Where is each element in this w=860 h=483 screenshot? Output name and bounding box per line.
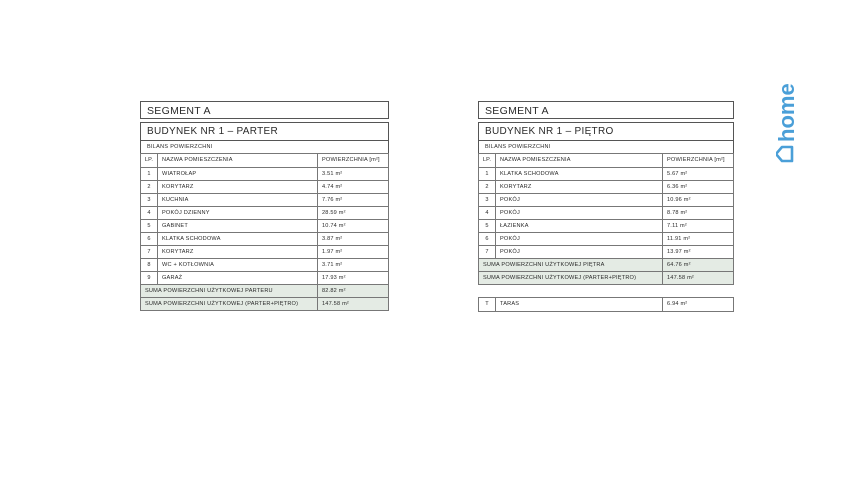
table-row — [479, 233, 734, 246]
building-title: BUDYNEK NR 1 – PARTER — [140, 122, 389, 140]
sum-row — [141, 285, 389, 298]
row-area: 17.93 m² — [318, 272, 389, 285]
logo-text: home — [776, 83, 799, 142]
row-lp: 4 — [141, 207, 158, 220]
sum-area: 64.76 m² — [663, 259, 734, 272]
header-area: POWIERZCHNIA [m²] — [318, 154, 389, 168]
terrace-row — [479, 298, 734, 312]
row-name: ŁAZIENKA — [496, 220, 663, 233]
table-body — [479, 168, 734, 259]
ground-floor-sheet — [140, 101, 389, 311]
sum-area: 82.82 m² — [318, 285, 389, 298]
table-row — [479, 246, 734, 259]
row-area: 7.76 m² — [318, 194, 389, 207]
sum-row — [141, 298, 389, 311]
terrace-table — [478, 297, 734, 312]
row-area: 6.36 m² — [663, 181, 734, 194]
row-lp: 9 — [141, 272, 158, 285]
bilans-label: BILANS POWIERZCHNI — [140, 140, 389, 153]
row-lp: 7 — [479, 246, 496, 259]
row-area: 1.97 m² — [318, 246, 389, 259]
row-name: GABINET — [158, 220, 318, 233]
row-lp: 6 — [479, 233, 496, 246]
header-area: POWIERZCHNIA [m²] — [663, 154, 734, 168]
row-area: 7.11 m² — [663, 220, 734, 233]
table-row — [141, 233, 389, 246]
home-logo — [776, 74, 800, 174]
header-lp: LP. — [141, 154, 158, 168]
row-name: POKÓJ DZIENNY — [158, 207, 318, 220]
row-area: 13.97 m² — [663, 246, 734, 259]
table-header — [141, 154, 389, 168]
sum-label: SUMA POWIERZCHNI UŻYTKOWEJ PARTERU — [141, 285, 318, 298]
row-lp: 5 — [141, 220, 158, 233]
row-lp: 3 — [479, 194, 496, 207]
terrace-area: 6.94 m² — [663, 298, 734, 312]
header-lp: LP. — [479, 154, 496, 168]
row-name: WIATROŁAP — [158, 168, 318, 181]
row-name: WC + KOTŁOWNIA — [158, 259, 318, 272]
segment-title: SEGMENT A — [478, 101, 734, 119]
table-row — [141, 207, 389, 220]
house-icon — [776, 74, 800, 174]
sum-area: 147.58 m² — [318, 298, 389, 311]
row-area: 10.96 m² — [663, 194, 734, 207]
row-name: POKÓJ — [496, 194, 663, 207]
table-row — [141, 220, 389, 233]
area-table — [140, 153, 389, 311]
row-area: 3.51 m² — [318, 168, 389, 181]
row-lp: 2 — [479, 181, 496, 194]
row-area: 3.87 m² — [318, 233, 389, 246]
row-lp: 5 — [479, 220, 496, 233]
row-area: 3.71 m² — [318, 259, 389, 272]
segment-title: SEGMENT A — [140, 101, 389, 119]
table-row — [479, 220, 734, 233]
table-row — [479, 207, 734, 220]
row-lp: 2 — [141, 181, 158, 194]
table-row — [479, 168, 734, 181]
terrace-name: TARAS — [496, 298, 663, 312]
sum-label: SUMA POWIERZCHNI UŻYTKOWEJ (PARTER+PIĘTRO) — [479, 272, 663, 285]
row-area: 4.74 m² — [318, 181, 389, 194]
table-row — [141, 194, 389, 207]
bilans-label: BILANS POWIERZCHNI — [478, 140, 734, 153]
building-title: BUDYNEK NR 1 – PIĘTRO — [478, 122, 734, 140]
row-name: GARAŻ — [158, 272, 318, 285]
table-row — [141, 246, 389, 259]
terrace-lp: T — [479, 298, 496, 312]
table-row — [141, 181, 389, 194]
table-header — [479, 154, 734, 168]
row-name: KORYTARZ — [496, 181, 663, 194]
table-row — [479, 194, 734, 207]
sum-label: SUMA POWIERZCHNI UŻYTKOWEJ PIĘTRA — [479, 259, 663, 272]
row-name: POKÓJ — [496, 246, 663, 259]
row-lp: 6 — [141, 233, 158, 246]
header-name: NAZWA POMIESZCZENIA — [496, 154, 663, 168]
sum-row — [479, 272, 734, 285]
row-name: KLATKA SCHODOWA — [158, 233, 318, 246]
row-name: KORYTARZ — [158, 181, 318, 194]
row-name: KLATKA SCHODOWA — [496, 168, 663, 181]
row-area: 10.74 m² — [318, 220, 389, 233]
row-name: POKÓJ — [496, 233, 663, 246]
table-row — [479, 181, 734, 194]
row-area: 28.59 m² — [318, 207, 389, 220]
row-lp: 3 — [141, 194, 158, 207]
table-row — [141, 259, 389, 272]
row-lp: 4 — [479, 207, 496, 220]
row-area: 8.78 m² — [663, 207, 734, 220]
sum-label: SUMA POWIERZCHNI UŻYTKOWEJ (PARTER+PIĘTRO) — [141, 298, 318, 311]
area-table — [478, 153, 734, 285]
sum-row — [479, 259, 734, 272]
row-lp: 1 — [141, 168, 158, 181]
row-name: KORYTARZ — [158, 246, 318, 259]
row-name: POKÓJ — [496, 207, 663, 220]
row-area: 5.67 m² — [663, 168, 734, 181]
row-lp: 8 — [141, 259, 158, 272]
row-name: KUCHNIA — [158, 194, 318, 207]
row-lp: 7 — [141, 246, 158, 259]
row-area: 11.91 m² — [663, 233, 734, 246]
table-body — [141, 168, 389, 285]
table-row — [141, 272, 389, 285]
row-lp: 1 — [479, 168, 496, 181]
header-name: NAZWA POMIESZCZENIA — [158, 154, 318, 168]
first-floor-sheet — [478, 101, 734, 312]
sum-area: 147.58 m² — [663, 272, 734, 285]
table-row — [141, 168, 389, 181]
